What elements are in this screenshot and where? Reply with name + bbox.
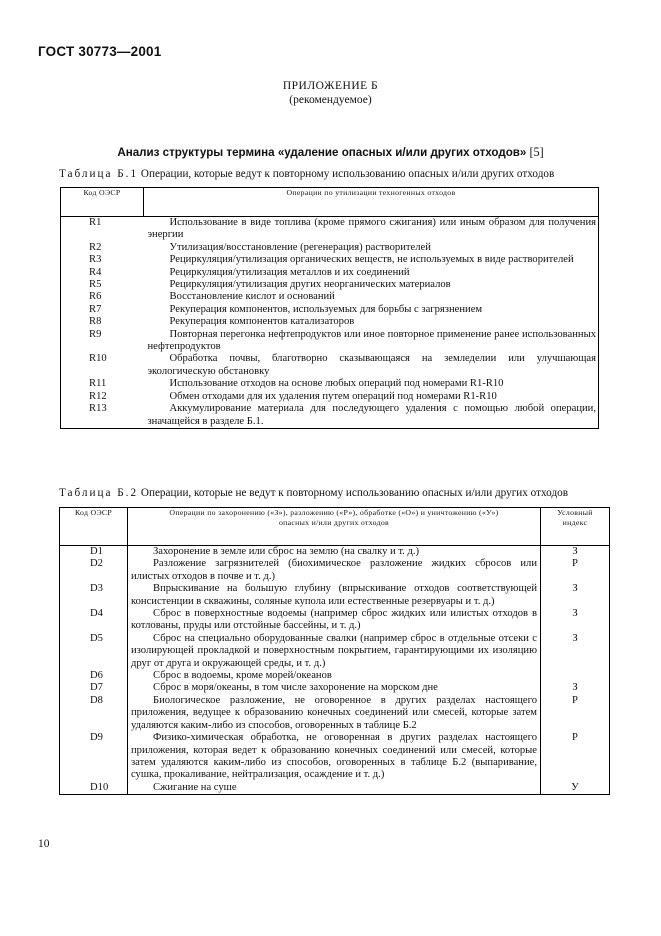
table2-cell-text: Физико-химическая обработка, не оговоренная в других разделах настоящего приложения, которая ведет к образованию конечных соединений или смесей, которые затем удаляются каким-либо из способов, оговоренных в таблице Б.2 (выпаривание, сушка, прокаливание, нейтрализация, осаждение и т. д.) bbox=[128, 732, 541, 782]
table-row bbox=[61, 217, 599, 242]
table-row bbox=[60, 558, 610, 583]
table1-cell-text: Обмен отходами для их удаления путем операций под номерами R1-R10 bbox=[169, 390, 497, 402]
table1-cell-code: R6 bbox=[89, 291, 102, 303]
table1-cell-text: Использование отходов на основе любых операций под номерами R1-R10 bbox=[169, 378, 504, 390]
table1-cell-code: R10 bbox=[89, 353, 107, 365]
table2-cell-index: З bbox=[572, 682, 578, 694]
table-2 bbox=[59, 507, 610, 795]
table2-cell-code: D4 bbox=[60, 608, 128, 633]
table2-col-index bbox=[541, 508, 610, 546]
table2-caption bbox=[59, 487, 568, 499]
table-row bbox=[60, 732, 610, 782]
table1-cell-text: Рекуперация компонентов, используемых для борьбы с загрязнением bbox=[169, 303, 483, 315]
table2-cell-text: Сброс в моря/океаны, в том числе захоронение на морском дне bbox=[128, 682, 541, 694]
table2-cell-code: D9 bbox=[60, 732, 128, 782]
page-number: 10 bbox=[38, 838, 50, 850]
table2-cell-text: Захоронение в земле или сброс на землю (на свалку и т. д.) bbox=[128, 546, 541, 559]
table1-cell-code: R9 bbox=[89, 328, 102, 340]
table1-cell-text: Повторная перегонка нефтепродуктов или иное повторное применение ранее использованных нефтепродуктов bbox=[147, 328, 596, 353]
table1-cell-code: R8 bbox=[89, 316, 102, 328]
table2-cell-index: З bbox=[572, 608, 578, 620]
table2-cell-code: D1 bbox=[60, 546, 128, 559]
table1-caption bbox=[59, 168, 554, 180]
section-title bbox=[0, 145, 661, 160]
table1-col-code: Код ОЭСР bbox=[61, 188, 144, 217]
table2-cell-index: З bbox=[572, 583, 578, 595]
table2-cell-index bbox=[541, 670, 610, 682]
table1-cell-text: Обработка почвы, благотворно сказывающаяся на земледелии или улучшающая экологическую обстановку bbox=[147, 353, 596, 377]
table2-cell-text: Биологическое разложение, не оговоренное в других разделах настоящего приложения, ведущее к образованию конечных соединений или смесей, которые затем удаляются каким-либо из способов, оговоренных в таблице Б.2 bbox=[128, 695, 541, 732]
table2-cell-text: Сброс на специально оборудованные свалки (например сброс в отдельные отсеки с изолирующей прокладкой и поверхностным покрытием, гарантирующими их изоляцию друг от друга и окружающей среды, и т. д.) bbox=[128, 633, 541, 670]
table2-col-code: Код ОЭСР bbox=[60, 508, 128, 546]
table2-cell-text: Сжигание на суше bbox=[128, 782, 541, 795]
table2-cell-code: D3 bbox=[60, 583, 128, 608]
table2-header-row bbox=[60, 508, 610, 546]
table1-body bbox=[61, 217, 599, 429]
table2-cell-text: Разложение загрязнителей (биохимическое разложение жидких сбросов или илистых отходов в почве и т. д.) bbox=[128, 558, 541, 583]
table1-cell-text: Утилизация/восстановление (регенерация) растворителей bbox=[169, 241, 431, 253]
table-row bbox=[60, 670, 610, 682]
table1-cell-code: R11 bbox=[89, 378, 107, 390]
table1-cell-text: Восстановление кислот и оснований bbox=[169, 291, 335, 303]
table2-cell-index: Р bbox=[572, 558, 578, 570]
table-row bbox=[61, 391, 599, 403]
table-row bbox=[60, 546, 610, 559]
table-row bbox=[60, 608, 610, 633]
table-row bbox=[60, 633, 610, 670]
table2-cell-code: D5 bbox=[60, 633, 128, 670]
table-row bbox=[61, 329, 599, 354]
table1-caption-label: Таблица Б.1 bbox=[59, 168, 139, 180]
appendix-title: ПРИЛОЖЕНИЕ Б bbox=[282, 80, 379, 92]
table2-cell-index: У bbox=[571, 781, 579, 793]
appendix-note: (рекомендуемое) bbox=[289, 94, 372, 106]
table-row bbox=[61, 242, 599, 254]
table1-cell-text: Рекуперация компонентов катализаторов bbox=[169, 316, 355, 328]
table-row bbox=[61, 267, 599, 279]
table2-cell-code: D2 bbox=[60, 558, 128, 583]
section-title-ref: [5] bbox=[529, 145, 544, 159]
table-row bbox=[61, 254, 599, 266]
table1-cell-code: R12 bbox=[89, 390, 107, 402]
table-row bbox=[61, 378, 599, 390]
table1-col-ops: Операции по утилизации техногенных отходов bbox=[144, 188, 599, 217]
table-row bbox=[61, 316, 599, 328]
table-row bbox=[60, 583, 610, 608]
table-row bbox=[61, 291, 599, 303]
table-row bbox=[61, 403, 599, 428]
table1-cell-code: R1 bbox=[89, 217, 102, 228]
table2-cell-code: D8 bbox=[60, 695, 128, 732]
table-1 bbox=[60, 187, 599, 429]
table1-cell-text: Использование в виде топлива (кроме прямого сжигания) или иным образом для получения энергии bbox=[147, 217, 596, 241]
table2-cell-index: Р bbox=[572, 694, 578, 706]
table-row bbox=[61, 279, 599, 291]
table-row bbox=[61, 304, 599, 316]
table2-col-ops-line1: Операции по захоронению («З»), разложению («Р»), обработке («О») и уничтожению («У») bbox=[169, 508, 499, 517]
table2-caption-text: Операции, которые не ведут к повторному использованию опасных и/или других отходов bbox=[140, 487, 569, 499]
table1-cell-text: Рециркуляция/утилизация органических веществ, не используемых в виде растворителей bbox=[169, 254, 574, 266]
table2-col-index-line2: индекс bbox=[562, 518, 588, 527]
table-row bbox=[60, 782, 610, 795]
table2-cell-index: З bbox=[572, 632, 578, 644]
table1-cell-code: R7 bbox=[89, 303, 102, 315]
table1-header-row bbox=[61, 188, 599, 217]
table-row bbox=[60, 682, 610, 694]
table2-cell-text: Сброс в поверхностные водоемы (например сброс жидких или илистых отходов в котлованы, пруды или отстойные бассейны, и т. д.) bbox=[128, 608, 541, 633]
table2-col-ops-line2: опасных и/или других отходов bbox=[278, 518, 390, 527]
table2-body bbox=[60, 546, 610, 795]
table1-cell-text: Аккумулирование материала для последующего удаления с помощью любой операции, значащейся в разделе Б.1. bbox=[147, 403, 596, 427]
table1-cell-code: R3 bbox=[89, 254, 102, 266]
table1-cell-code: R4 bbox=[89, 266, 102, 278]
table2-cell-index: Р bbox=[572, 732, 578, 744]
table-row bbox=[60, 695, 610, 732]
document-header: ГОСТ 30773—2001 bbox=[38, 44, 162, 59]
table2-cell-text: Впрыскивание на большую глубину (впрыскивание отходов соответствующей консистенции в скважины, соляные купола или естественные резервуары и т. д.) bbox=[128, 583, 541, 608]
table2-col-index-line1: Условный bbox=[557, 508, 593, 517]
table1-caption-text: Операции, которые ведут к повторному использованию опасных и/или других отходов bbox=[140, 168, 555, 180]
table-row bbox=[61, 353, 599, 378]
table1-cell-code: R5 bbox=[89, 279, 102, 291]
table1-cell-code: R2 bbox=[89, 241, 102, 253]
table2-cell-text: Сброс в водоемы, кроме морей/океанов bbox=[128, 670, 541, 682]
table2-cell-code: D10 bbox=[60, 782, 128, 795]
section-title-bold: Анализ структуры термина «удаление опасных и/или других отходов» bbox=[117, 146, 527, 159]
table1-cell-code: R13 bbox=[89, 403, 107, 415]
table2-cell-code: D7 bbox=[60, 682, 128, 694]
table2-caption-label: Таблица Б.2 bbox=[59, 487, 139, 499]
table2-cell-code: D6 bbox=[60, 670, 128, 682]
table2-cell-index: З bbox=[572, 546, 578, 557]
table2-col-ops bbox=[128, 508, 541, 546]
table1-cell-text: Рециркуляция/утилизация других неорганических материалов bbox=[169, 279, 451, 291]
table1-cell-text: Рециркуляция/утилизация металлов и их соединений bbox=[169, 266, 410, 278]
